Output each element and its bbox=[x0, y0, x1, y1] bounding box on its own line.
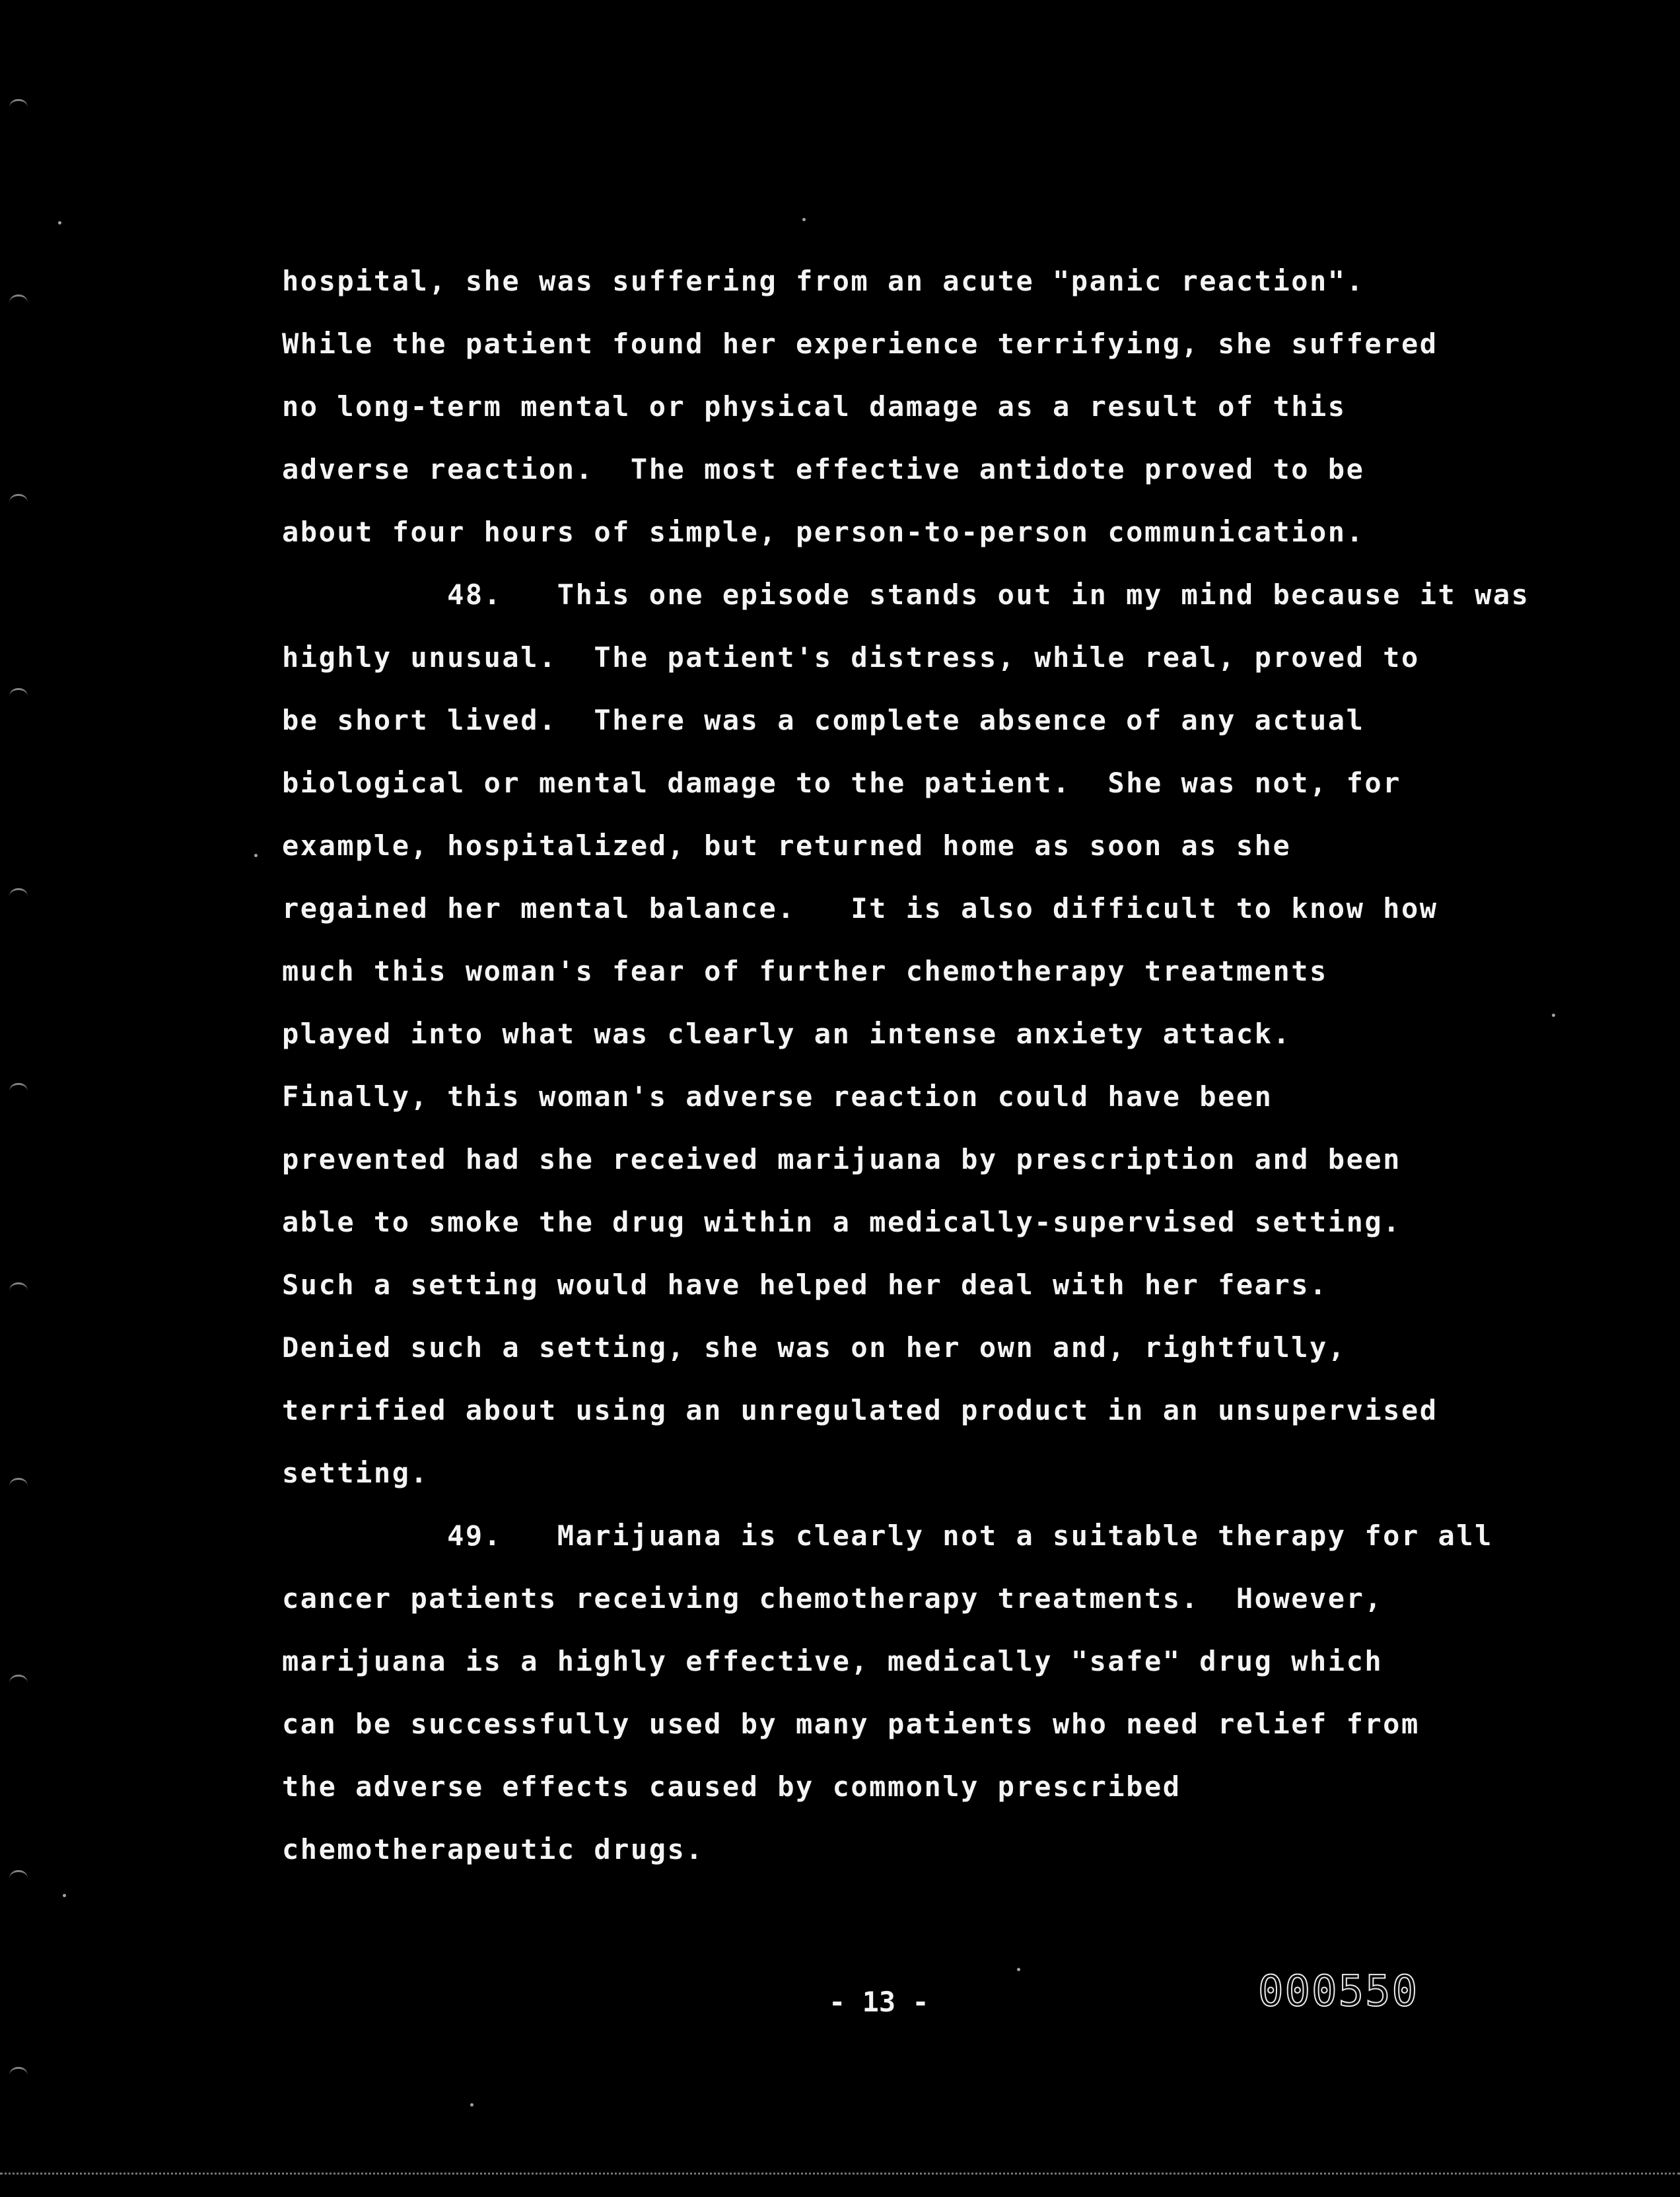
margin-mark bbox=[9, 1083, 28, 1092]
margin-mark bbox=[9, 688, 28, 697]
bates-number: 000550 bbox=[1258, 1967, 1419, 2016]
margin-mark bbox=[9, 99, 28, 108]
text-line: much this woman's fear of further chemotherapy treatments bbox=[282, 955, 1328, 987]
scan-speck bbox=[254, 854, 258, 857]
text-line: be short lived. There was a complete absence of any actual bbox=[282, 704, 1365, 736]
text-line: marijuana is a highly effective, medically "safe" drug which bbox=[282, 1645, 1383, 1677]
text-line: the adverse effects caused by commonly prescribed bbox=[282, 1770, 1181, 1803]
text-line: example, hospitalized, but returned home as soon as she bbox=[282, 829, 1292, 862]
margin-mark bbox=[9, 494, 28, 503]
text-line: no long-term mental or physical damage as a result of this bbox=[282, 390, 1347, 423]
text-line: chemotherapeutic drugs. bbox=[282, 1833, 705, 1866]
margin-mark bbox=[9, 1478, 28, 1486]
scan-speck bbox=[58, 221, 61, 225]
text-line: prevented had she received marijuana by prescription and been bbox=[282, 1143, 1401, 1175]
paragraph-49-start: 49. Marijuana is clearly not a suitable therapy for all bbox=[282, 1519, 1493, 1552]
page-number: - 13 - bbox=[829, 1986, 929, 2018]
text-line: While the patient found her experience terrifying, she suffered bbox=[282, 328, 1438, 360]
paragraph-48-start: 48. This one episode stands out in my mind because it was bbox=[282, 578, 1530, 611]
text-line: Such a setting would have helped her deal with her fears. bbox=[282, 1269, 1328, 1301]
text-line: adverse reaction. The most effective antidote proved to be bbox=[282, 453, 1365, 485]
scan-speck bbox=[802, 218, 806, 221]
margin-mark bbox=[9, 1675, 28, 1683]
margin-mark bbox=[9, 2067, 28, 2075]
scan-speck bbox=[470, 2103, 473, 2107]
text-line: played into what was clearly an intense anxiety attack. bbox=[282, 1018, 1292, 1050]
text-line: Denied such a setting, she was on her own and, rightfully, bbox=[282, 1331, 1347, 1364]
text-line: cancer patients receiving chemotherapy treatments. However, bbox=[282, 1582, 1383, 1615]
text-line: can be successfully used by many patients who need relief from bbox=[282, 1708, 1420, 1740]
scan-speck bbox=[1017, 1968, 1020, 1971]
margin-mark bbox=[9, 1282, 28, 1291]
text-line: biological or mental damage to the patient. She was not, for bbox=[282, 767, 1401, 799]
page-bottom-edge bbox=[0, 2173, 1680, 2175]
text-line: hospital, she was suffering from an acute "panic reaction". bbox=[282, 265, 1365, 297]
text-line: regained her mental balance. It is also difficult to know how bbox=[282, 892, 1438, 924]
text-line: highly unusual. The patient's distress, while real, proved to bbox=[282, 641, 1420, 674]
text-line: able to smoke the drug within a medically-supervised setting. bbox=[282, 1206, 1401, 1238]
text-line: about four hours of simple, person-to-person communication. bbox=[282, 516, 1365, 548]
text-line: setting. bbox=[282, 1457, 429, 1489]
margin-mark bbox=[9, 888, 28, 897]
margin-mark bbox=[9, 295, 28, 303]
scan-speck bbox=[1552, 1014, 1555, 1017]
text-line: terrified about using an unregulated product in an unsupervised bbox=[282, 1394, 1438, 1426]
margin-mark bbox=[9, 1870, 28, 1879]
text-line: Finally, this woman's adverse reaction could have been bbox=[282, 1080, 1273, 1113]
scan-speck bbox=[63, 1894, 66, 1897]
